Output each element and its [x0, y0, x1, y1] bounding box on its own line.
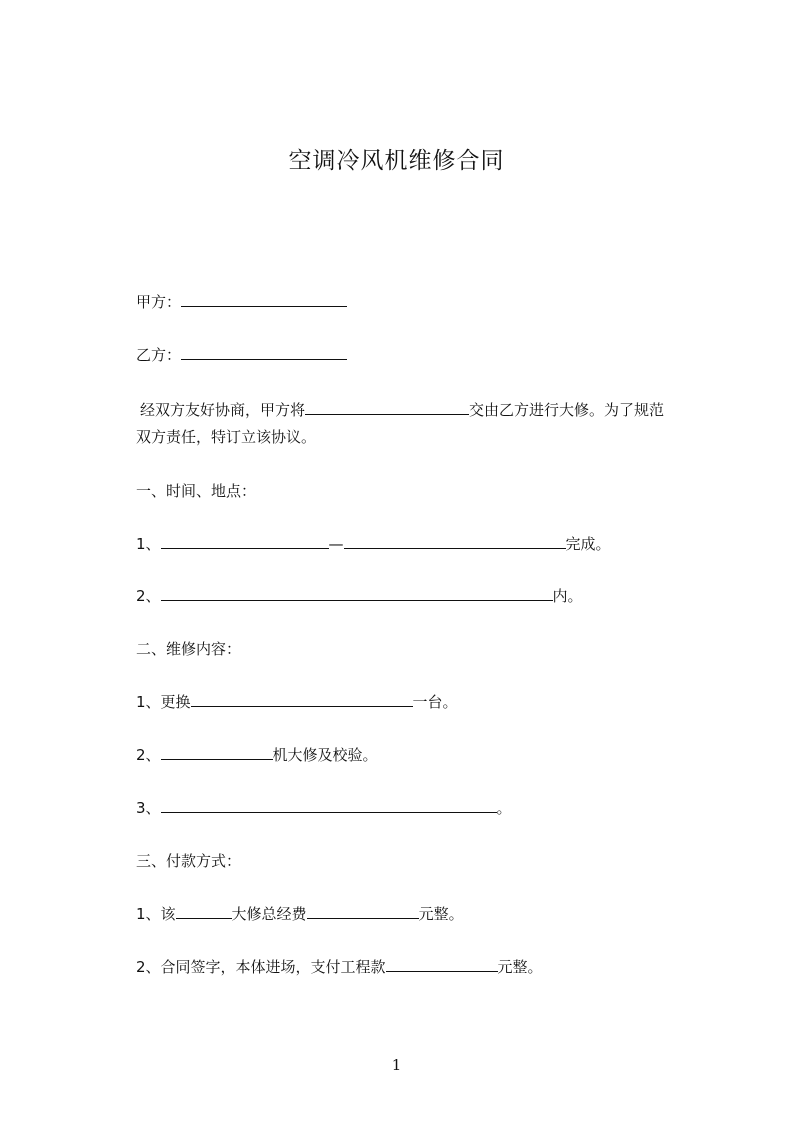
s3-item1-blank-2: [307, 903, 419, 919]
intro-paragraph: [136, 397, 706, 451]
intro-blank: [305, 399, 469, 415]
s2-item3: [136, 797, 512, 819]
s1-item1-suffix: 完成。: [565, 535, 611, 553]
s2-item2: [136, 744, 378, 766]
s1-item1-prefix: 1、: [136, 535, 161, 553]
intro-text-1: 经双方友好协商，甲方将: [140, 401, 306, 419]
party-a-blank: [181, 291, 347, 307]
party-a-label: 甲方：: [136, 293, 182, 311]
s3-item2-prefix: 2、合同签字，本体进场，支付工程款: [136, 958, 386, 976]
s2-item2-suffix: 机大修及校验。: [272, 746, 378, 764]
s2-item3-prefix: 3、: [136, 799, 161, 817]
party-b-line: [136, 344, 347, 366]
page-number: 1: [391, 1056, 402, 1074]
section1-heading: 一、时间、地点：: [136, 482, 257, 500]
party-b-label: 乙方：: [136, 346, 182, 364]
s2-item2-blank: [161, 744, 273, 760]
document-title: 空调冷风机维修合同: [288, 148, 505, 174]
s3-item1-mid: 大修总经费: [231, 905, 307, 923]
section2-heading: 二、维修内容：: [136, 640, 242, 658]
s2-item3-blank: [161, 797, 497, 813]
intro-text-2: 交由乙方进行大修。为了规范: [469, 401, 665, 419]
party-b-blank: [181, 344, 347, 360]
s3-item1-suffix: 元整。: [418, 905, 464, 923]
s2-item1-blank: [191, 691, 413, 707]
intro-text-3: 双方责任，特订立该协议。: [136, 428, 317, 446]
s1-item1: [136, 533, 611, 555]
party-a-line: [136, 291, 347, 313]
s1-item1-blank-start: [161, 533, 329, 549]
s2-item3-suffix: 。: [496, 799, 512, 817]
s3-item2-suffix: 元整。: [497, 958, 543, 976]
s3-item2: [136, 956, 543, 978]
s1-item1-dash: —: [328, 535, 344, 553]
s2-item1-prefix: 1、更换: [136, 693, 191, 711]
s1-item1-blank-end: [344, 533, 566, 549]
s2-item1: [136, 691, 458, 713]
s2-item2-prefix: 2、: [136, 746, 161, 764]
s1-item2-suffix: 内。: [552, 587, 583, 605]
s3-item1: [136, 903, 464, 925]
s1-item2-blank: [161, 585, 553, 601]
s3-item1-prefix: 1、该: [136, 905, 176, 923]
s3-item1-blank-1: [176, 903, 232, 919]
s2-item1-suffix: 一台。: [412, 693, 458, 711]
section3-heading: 三、付款方式：: [136, 852, 242, 870]
s1-item2-prefix: 2、: [136, 587, 161, 605]
s3-item2-blank: [386, 956, 498, 972]
s1-item2: [136, 585, 583, 607]
